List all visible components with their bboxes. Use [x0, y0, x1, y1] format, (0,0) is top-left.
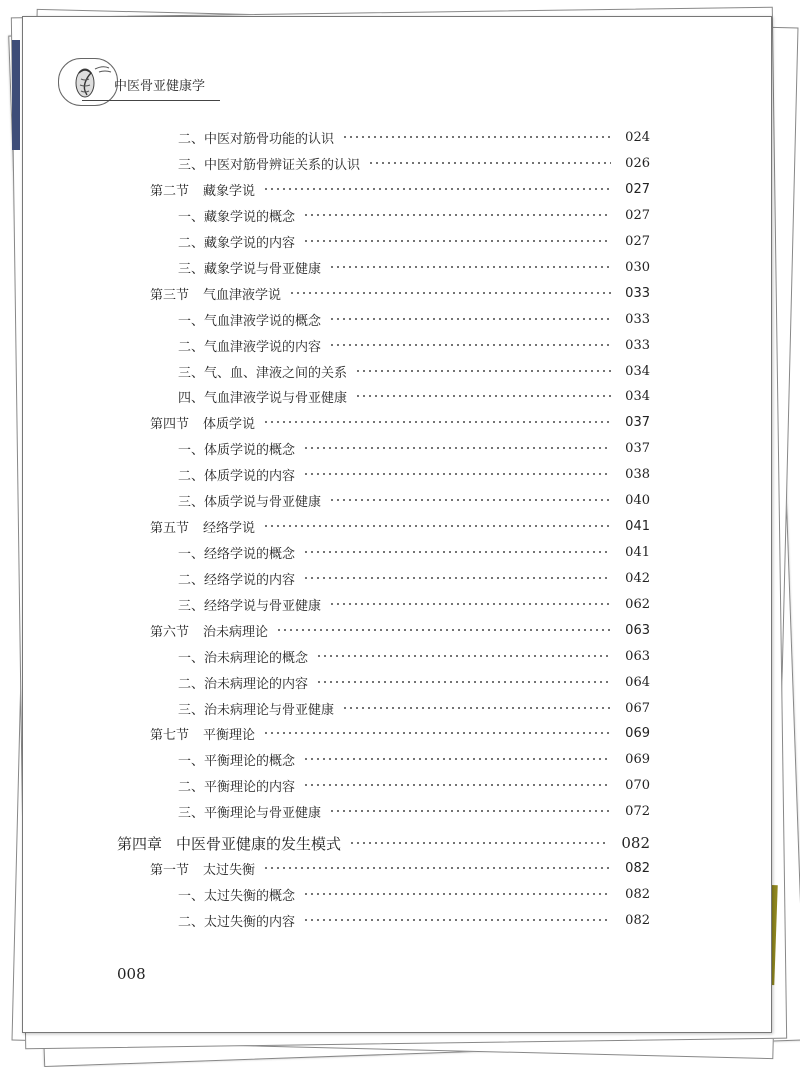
- toc-entry-label: 二、太过失衡的内容: [178, 914, 296, 930]
- toc-item-row[interactable]: [178, 360, 650, 382]
- toc-entry-label: [150, 621, 268, 640]
- toc-item-row[interactable]: [178, 437, 650, 459]
- toc-entry-label: 一、气血津液学说的概念: [178, 313, 322, 329]
- toc-page-number: 033: [625, 311, 650, 327]
- dot-leader: [303, 240, 611, 242]
- section-title: 气血津液学说: [203, 287, 282, 303]
- dot-leader: [329, 603, 611, 605]
- toc-page-number: 069: [625, 725, 650, 741]
- toc-page-number: 070: [625, 777, 650, 793]
- toc-section-row[interactable]: [150, 178, 650, 200]
- toc-page-number: 042: [625, 570, 650, 586]
- toc-entry-label: [150, 859, 255, 878]
- toc-entry-label: 三、平衡理论与骨亚健康: [178, 805, 322, 821]
- toc-entry-label: 一、太过失衡的概念: [178, 888, 296, 904]
- toc-page-number: 040: [625, 492, 650, 508]
- section-title: 藏象学说: [203, 183, 256, 199]
- toc-entry-label: 二、气血津液学说的内容: [178, 339, 322, 355]
- dot-leader: [329, 810, 611, 812]
- toc-entry-label: 三、气、血、津液之间的关系: [178, 365, 348, 381]
- toc-entry-label: [117, 833, 341, 854]
- toc-page-number: 033: [625, 337, 650, 353]
- page-number: 008: [117, 965, 146, 983]
- toc-item-row[interactable]: [178, 463, 650, 485]
- toc-section-row[interactable]: [150, 857, 650, 879]
- dot-leader: [263, 525, 611, 527]
- toc-entry-label: 三、经络学说与骨亚健康: [178, 598, 322, 614]
- toc-page-number: 037: [625, 440, 650, 456]
- section-number: 第六节: [150, 624, 190, 640]
- toc-page-number: 024: [625, 129, 650, 145]
- toc-entry-label: 三、治未病理论与骨亚健康: [178, 702, 335, 718]
- toc-page-number: 037: [625, 414, 650, 430]
- toc-page-number: 082: [625, 860, 650, 876]
- toc-entry-label: [150, 517, 255, 536]
- section-number: 第二节: [150, 183, 190, 199]
- dot-leader: [263, 732, 611, 734]
- toc-page-number: 067: [625, 700, 650, 716]
- dot-leader: [303, 758, 611, 760]
- toc-item-row[interactable]: [178, 256, 650, 278]
- dot-leader: [303, 919, 611, 921]
- dot-leader: [303, 214, 611, 216]
- toc-page-number: 026: [625, 155, 650, 171]
- dot-leader: [263, 867, 611, 869]
- toc-entry-label: 二、经络学说的内容: [178, 572, 296, 588]
- toc-page-number: 041: [625, 518, 650, 534]
- toc-section-row[interactable]: [150, 619, 650, 641]
- toc-item-row[interactable]: [178, 645, 650, 667]
- toc-page-number: 038: [625, 466, 650, 482]
- toc-item-row[interactable]: [178, 567, 650, 589]
- toc-entry-label: 二、平衡理论的内容: [178, 779, 296, 795]
- toc-chapter-row[interactable]: [117, 832, 650, 854]
- dot-leader: [303, 784, 611, 786]
- toc-item-row[interactable]: [178, 489, 650, 511]
- dot-leader: [329, 318, 611, 320]
- toc-page-number: 027: [625, 233, 650, 249]
- dot-leader: [329, 344, 611, 346]
- toc-item-row[interactable]: [178, 748, 650, 770]
- dot-leader: [329, 499, 611, 501]
- toc-page-number: 072: [625, 803, 650, 819]
- toc-item-row[interactable]: [178, 909, 650, 931]
- toc-item-row[interactable]: [178, 385, 650, 407]
- toc-entry-label: 二、中医对筋骨功能的认识: [178, 131, 335, 147]
- toc-entry-label: [150, 724, 255, 743]
- toc-item-row[interactable]: [178, 204, 650, 226]
- dot-leader: [276, 629, 611, 631]
- toc-page-number: 027: [625, 181, 650, 197]
- toc-item-row[interactable]: [178, 152, 650, 174]
- dot-leader: [303, 893, 611, 895]
- dot-leader: [263, 421, 611, 423]
- toc-section-row[interactable]: [150, 515, 650, 537]
- dot-leader: [342, 136, 611, 138]
- toc-page-number: 082: [625, 912, 650, 928]
- toc-item-row[interactable]: [178, 697, 650, 719]
- toc-item-row[interactable]: [178, 126, 650, 148]
- toc-page-number: 062: [625, 596, 650, 612]
- toc-item-row[interactable]: [178, 334, 650, 356]
- section-number: 第四节: [150, 416, 190, 432]
- dot-leader: [329, 266, 611, 268]
- dot-leader: [355, 370, 611, 372]
- chapter-number: 第四章: [117, 834, 163, 853]
- dot-leader: [303, 551, 611, 553]
- section-number: 第七节: [150, 727, 190, 743]
- toc-page-number: 082: [621, 834, 650, 852]
- section-title: 平衡理论: [203, 727, 256, 743]
- toc-entry-label: 三、藏象学说与骨亚健康: [178, 261, 322, 277]
- dot-leader: [342, 707, 611, 709]
- dot-leader: [349, 842, 607, 844]
- toc-page-number: 063: [625, 648, 650, 664]
- toc-entry-label: 一、治未病理论的概念: [178, 650, 309, 666]
- section-number: 第五节: [150, 520, 190, 536]
- toc-entry-label: 二、藏象学说的内容: [178, 235, 296, 251]
- toc-entry-label: 一、藏象学说的概念: [178, 209, 296, 225]
- toc-page-number: 063: [625, 622, 650, 638]
- toc-page-number: 027: [625, 207, 650, 223]
- toc-item-row[interactable]: [178, 308, 650, 330]
- toc-page-number: 034: [625, 363, 650, 379]
- toc-entry-label: 一、经络学说的概念: [178, 546, 296, 562]
- toc-entry-label: 一、体质学说的概念: [178, 442, 296, 458]
- dot-leader: [355, 395, 611, 397]
- toc-item-row[interactable]: [178, 800, 650, 822]
- toc-section-row[interactable]: [150, 282, 650, 304]
- toc-page-number: 069: [625, 751, 650, 767]
- section-number: 第一节: [150, 862, 190, 878]
- running-header-title: 中医骨亚健康学: [114, 79, 206, 94]
- toc-item-row[interactable]: [178, 774, 650, 796]
- toc-page-number: 030: [625, 259, 650, 275]
- toc-page-number: 033: [625, 285, 650, 301]
- toc-item-row[interactable]: [178, 593, 650, 615]
- toc-section-row[interactable]: [150, 722, 650, 744]
- chapter-title: 中医骨亚健康的发生模式: [176, 834, 342, 853]
- dot-leader: [316, 681, 611, 683]
- toc-page-number: 034: [625, 388, 650, 404]
- dot-leader: [289, 292, 611, 294]
- toc-item-row[interactable]: [178, 883, 650, 905]
- toc-entry-label: 二、治未病理论的内容: [178, 676, 309, 692]
- dot-leader: [368, 162, 611, 164]
- dot-leader: [303, 473, 611, 475]
- toc-entry-label: 三、中医对筋骨辨证关系的认识: [178, 157, 361, 173]
- dot-leader: [303, 577, 611, 579]
- toc-page-number: 041: [625, 544, 650, 560]
- toc-section-row[interactable]: [150, 411, 650, 433]
- toc-entry-label: [150, 413, 255, 432]
- toc-item-row[interactable]: [178, 230, 650, 252]
- dot-leader: [263, 188, 611, 190]
- toc-entry-label: 四、气血津液学说与骨亚健康: [178, 390, 348, 406]
- toc-entry-label: 二、体质学说的内容: [178, 468, 296, 484]
- toc-entry-label: 三、体质学说与骨亚健康: [178, 494, 322, 510]
- toc-entry-label: 一、平衡理论的概念: [178, 753, 296, 769]
- section-title: 体质学说: [203, 416, 256, 432]
- toc-page-number: 064: [625, 674, 650, 690]
- section-number: 第三节: [150, 287, 190, 303]
- dot-leader: [303, 447, 611, 449]
- section-title: 太过失衡: [203, 862, 256, 878]
- toc-page-number: 082: [625, 886, 650, 902]
- toc-item-row[interactable]: [178, 671, 650, 693]
- dot-leader: [316, 655, 611, 657]
- toc-item-row[interactable]: [178, 541, 650, 563]
- toc-entry-label: [150, 284, 281, 303]
- section-title: 经络学说: [203, 520, 256, 536]
- section-title: 治未病理论: [203, 624, 269, 640]
- toc-entry-label: [150, 180, 255, 199]
